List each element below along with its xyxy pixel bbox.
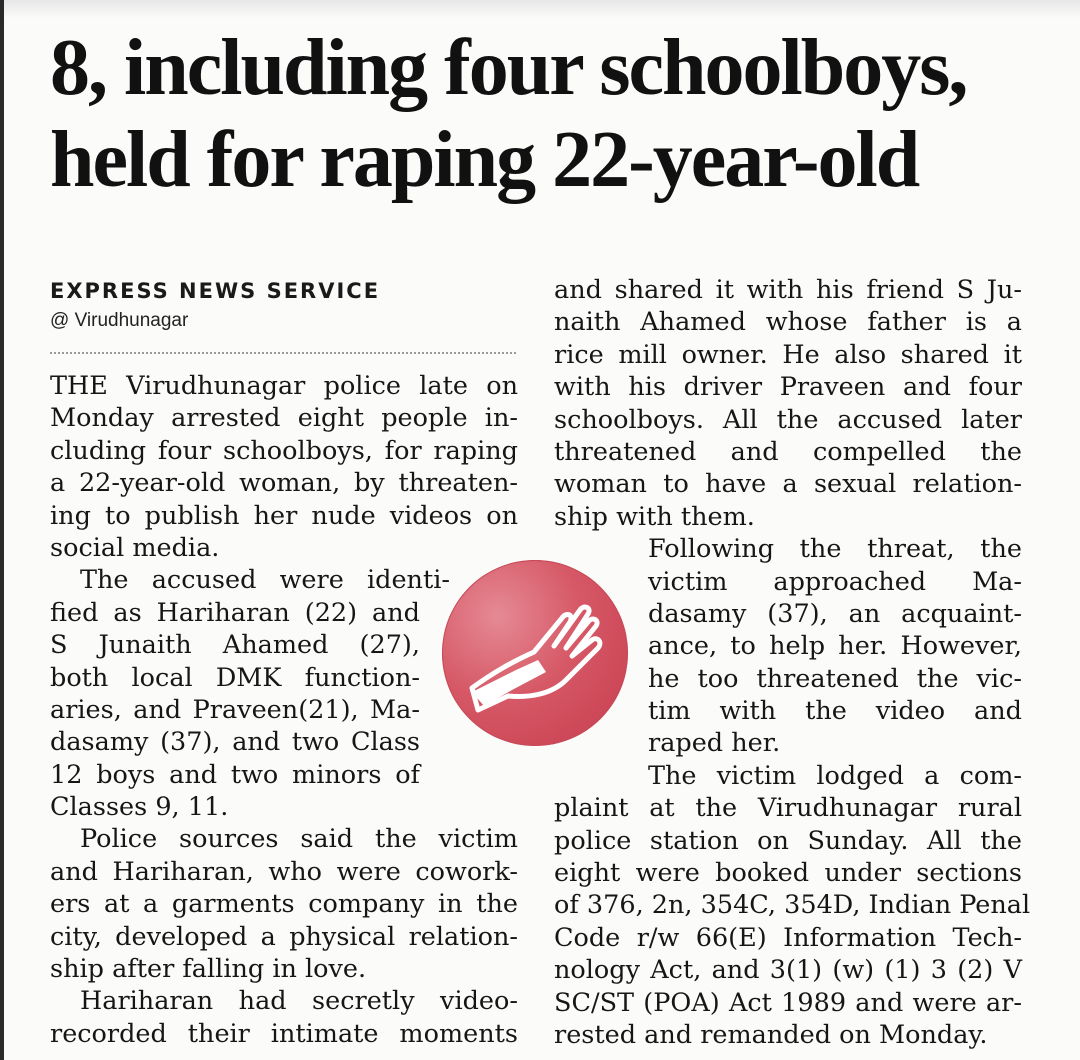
text-line: naith Ahamed whose father is a [554, 307, 1022, 338]
text-line: ing to publish her nude videos on [50, 500, 518, 531]
text-line: S Junaith Ahamed (27), [50, 630, 420, 661]
text-line: recorded their intimate moments [50, 1018, 518, 1049]
text-line: cluding four schoolboys, for raping [50, 435, 518, 466]
text-line: SC/ST (POA) Act 1989 and were ar- [554, 987, 1022, 1018]
text-line: schoolboys. All the accused later [554, 404, 1022, 435]
text-line: of 376, 2n, 354C, 354D, Indian Penal [554, 890, 1031, 921]
text-line: ers at a garments company in the [50, 889, 518, 920]
text-line: ance, to help her. However, [648, 631, 1022, 662]
agency-name: EXPRESS NEWS SERVICE [50, 279, 381, 303]
text-line: social media. [50, 532, 220, 563]
text-line: The accused were identi- [80, 565, 450, 596]
text-line: both local DMK function- [50, 662, 420, 693]
text-line: police station on Sunday. All the [554, 825, 1022, 856]
text-line: dasamy (37), an acquaint- [648, 598, 1022, 629]
text-line: Hariharan had secretly video- [80, 986, 518, 1017]
text-line: Classes 9, 11. [50, 792, 229, 823]
text-line: he too threatened the vic- [648, 663, 1022, 694]
headline-line-1: 8, including four schoolboys, [50, 24, 967, 112]
text-line: eight were booked under sections [554, 858, 1022, 889]
text-line: Following the threat, the [648, 534, 1022, 565]
byline [50, 278, 520, 332]
text-line: aries, and Praveen(21), Ma- [50, 694, 420, 725]
article-column-right [554, 274, 1031, 1051]
text-line: tim with the video and [648, 696, 1022, 727]
text-line: woman to have a sexual relation- [554, 469, 1022, 500]
text-line: and shared it with his friend S Ju- [554, 275, 1022, 305]
text-line: Code r/w 66(E) Information Tech- [554, 922, 1022, 953]
text-line: THE Virudhunagar police late on [50, 371, 518, 401]
text-line: threatened and compelled the [554, 436, 1022, 467]
text-line: nology Act, and 3(1) (w) (1) 3 (2) V [554, 955, 1022, 986]
text-line: fied as Hariharan (22) and [50, 597, 420, 628]
text-line: Monday arrested eight people in- [50, 403, 518, 434]
page-top-edge [0, 0, 1080, 18]
text-line: a 22-year-old woman, by threaten- [50, 468, 518, 499]
text-line: plaint at the Virudhunagar rural [554, 793, 1022, 824]
page-left-edge [0, 0, 4, 1060]
headline [50, 22, 1060, 206]
text-line: ship after falling in love. [50, 954, 367, 985]
byline-divider [50, 352, 516, 354]
text-line: victim approached Ma- [648, 566, 1022, 597]
text-line: 12 boys and two minors of [50, 759, 420, 790]
text-line: ship with them. [554, 501, 755, 532]
text-line: The victim lodged a com- [648, 760, 1022, 791]
dateline-place: @ Virudhunagar [50, 310, 189, 331]
text-line: and Hariharan, who were cowork- [50, 856, 518, 887]
text-line: rice mill owner. He also shared it [554, 339, 1022, 370]
text-line: raped her. [648, 728, 781, 759]
headline-line-2: held for raping 22-year-old [50, 116, 919, 204]
text-line: with his driver Praveen and four [554, 372, 1022, 403]
text-line: dasamy (37), and two Class [50, 727, 420, 758]
text-line: rested and remanded on Monday. [554, 1019, 988, 1050]
text-line: Police sources said the victim [80, 824, 518, 855]
text-line: city, developed a physical relation- [50, 921, 518, 952]
